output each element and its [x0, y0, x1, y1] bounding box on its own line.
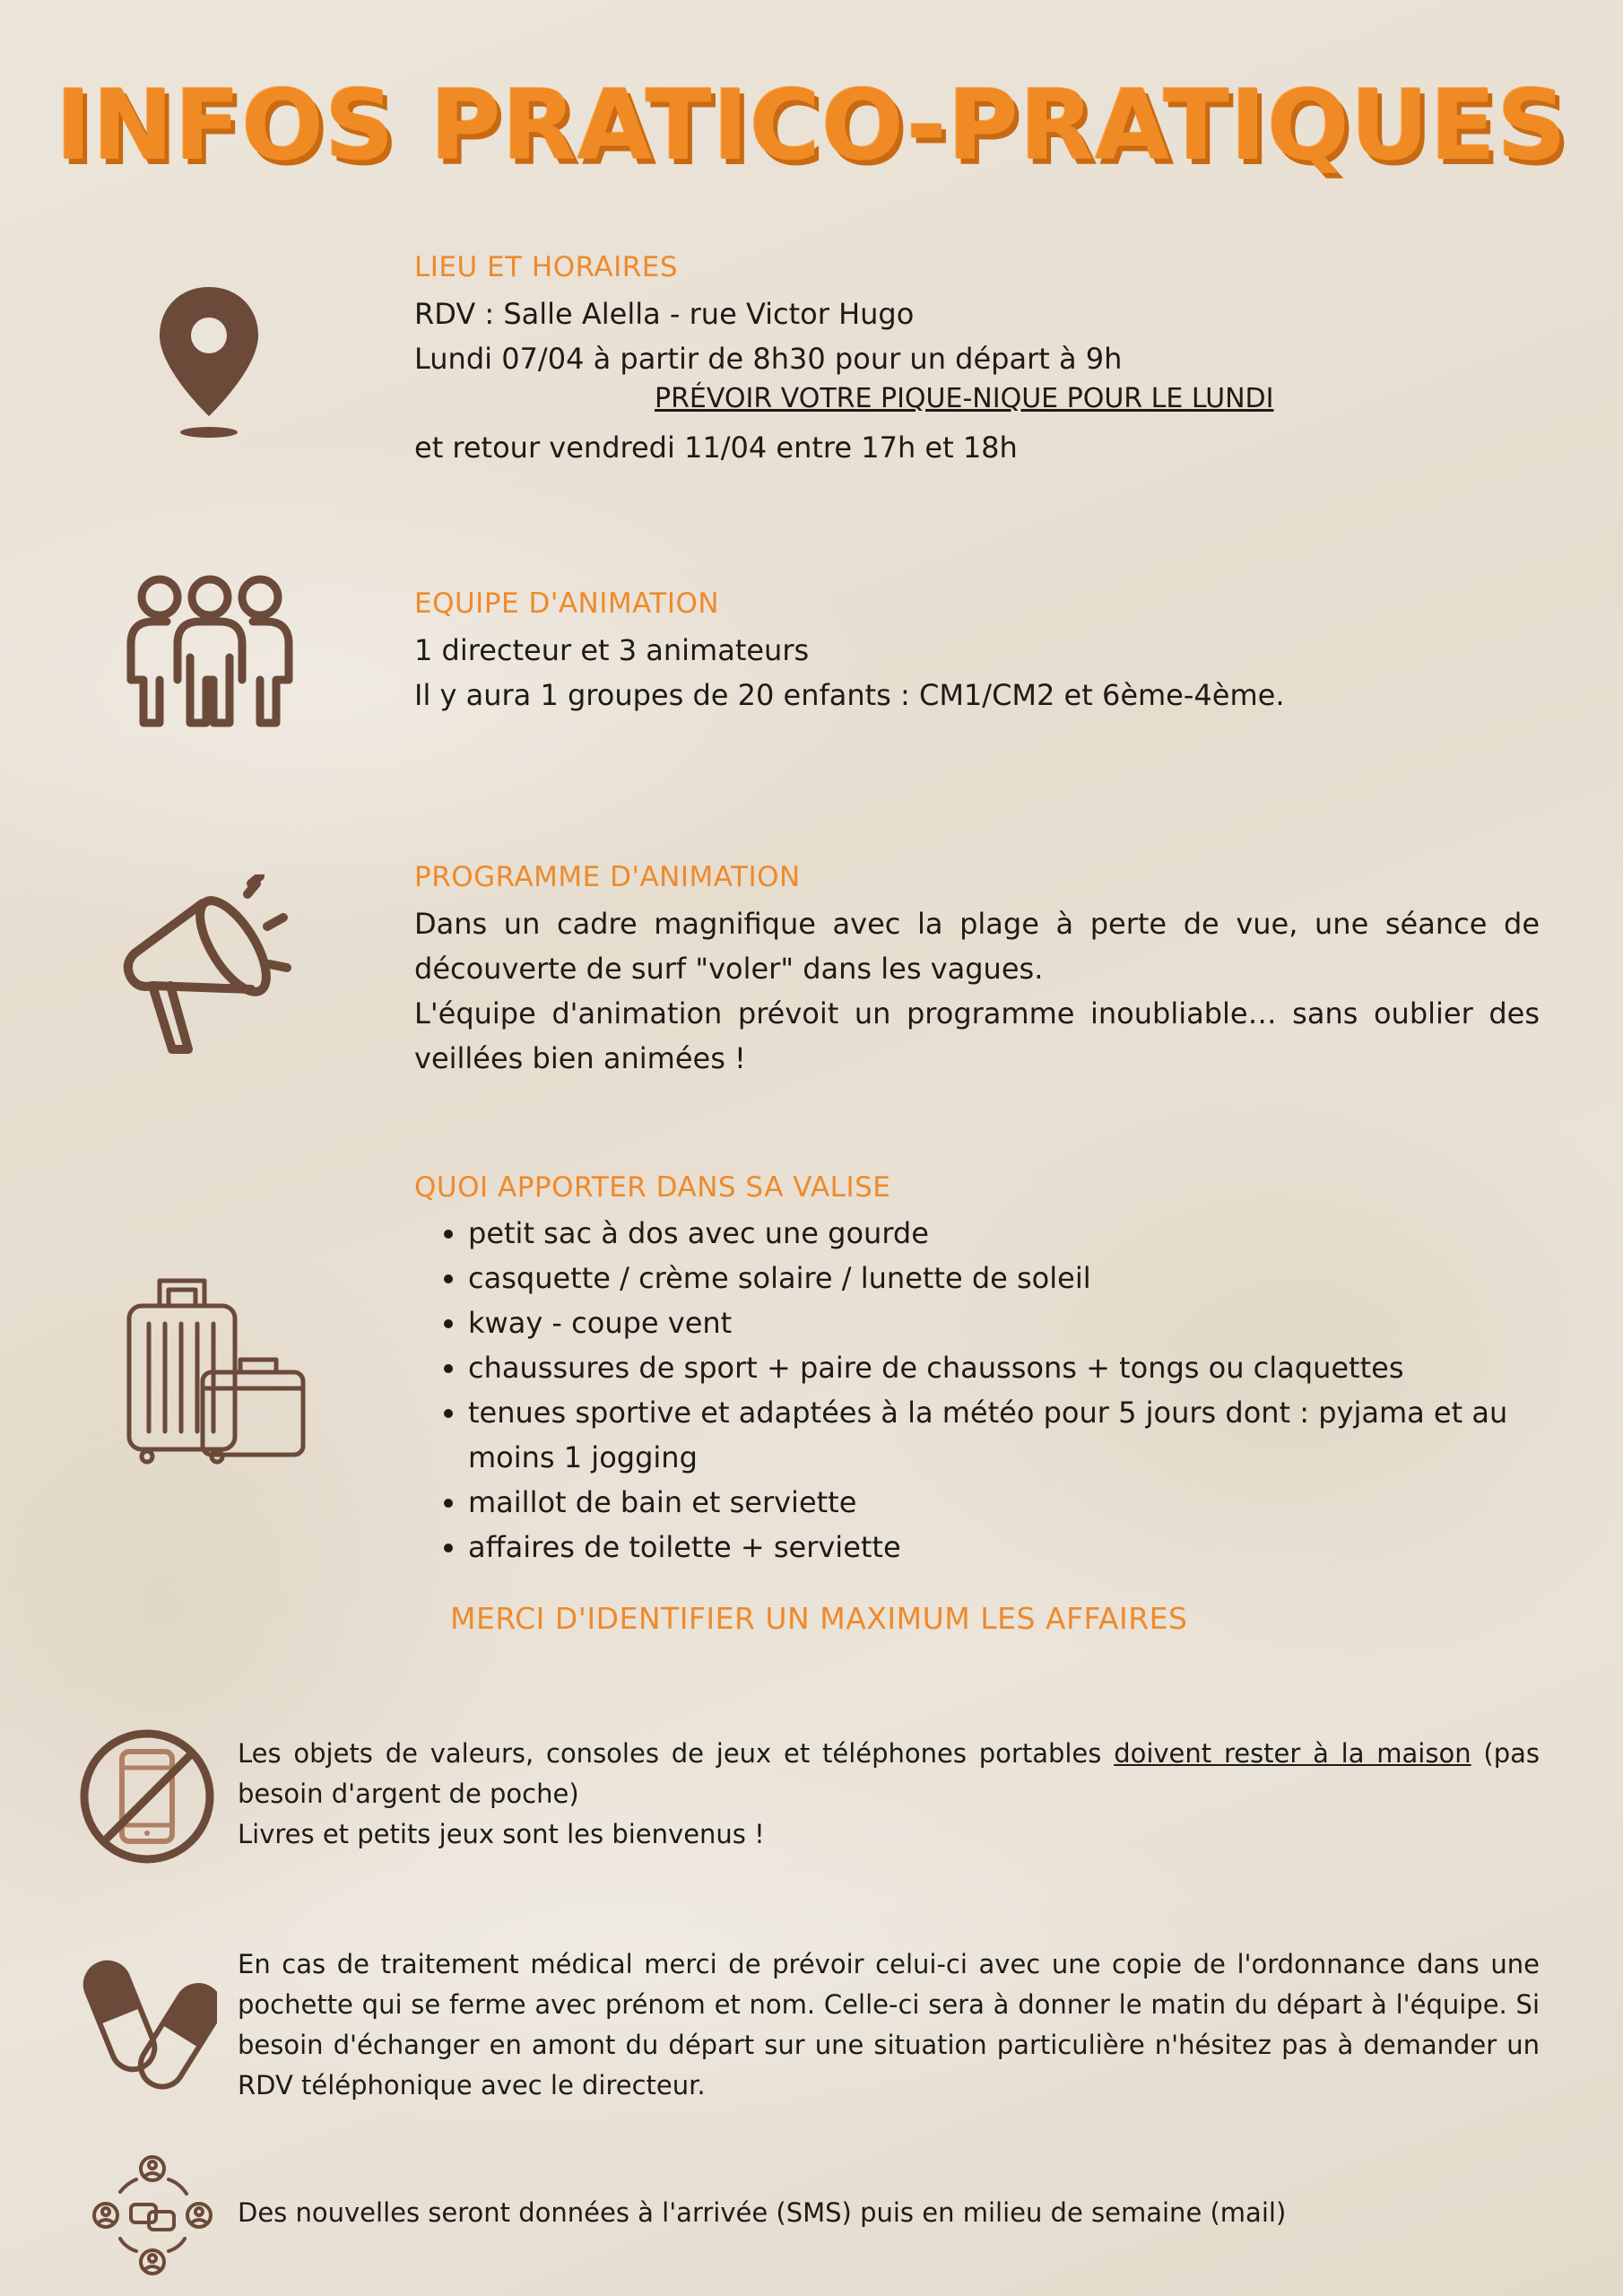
list-item: • maillot de bain et serviette	[468, 1480, 1593, 1525]
page-title: INFOS PRATICO-PRATIQUES	[55, 70, 1568, 182]
objets-text	[238, 1734, 1540, 1814]
retour-text: et retour vendredi 11/04 entre 17h et 18h	[414, 430, 1018, 465]
lieu-heading: LIEU ET HORAIRES	[414, 251, 679, 283]
programme-heading: PROGRAMME D'ANIMATION	[414, 861, 801, 893]
communication-icon	[90, 2152, 215, 2278]
lundi-text: Lundi 07/04 à partir de 8h30 pour un départ à 9h	[414, 342, 1123, 376]
valise-list	[414, 1211, 1593, 1570]
equipe-heading: EQUIPE D'ANIMATION	[414, 587, 720, 620]
list-item: • petit sac à dos avec une gourde	[468, 1211, 1593, 1256]
nouvelles-text: Des nouvelles seront données à l'arrivée (SMS) puis en milieu de semaine (mail)	[238, 2197, 1287, 2228]
luggage-icon	[124, 1274, 308, 1466]
objets-text-before: Les objets de valeurs, consoles de jeux et téléphones portables	[238, 1738, 1115, 1769]
list-item: • tenues sportive et adaptées à la météo pour 5 jours dont : pyjama et au moins 1 jogging	[468, 1390, 1593, 1480]
merci-text: MERCI D'IDENTIFIER UN MAXIMUM LES AFFAIRES	[450, 1601, 1188, 1636]
team-icon	[113, 572, 307, 729]
no-phone-icon	[77, 1726, 217, 1866]
list-item: • casquette / crème solaire / lunette de soleil	[468, 1256, 1593, 1300]
megaphone-icon	[117, 874, 309, 1063]
valise-heading: QUOI APPORTER DANS SA VALISE	[414, 1171, 891, 1204]
programme-para1: Dans un cadre magnifique avec la plage à perte de vue, une séance de découverte de surf "voler" dans les vagues.	[414, 907, 1540, 986]
list-item: • affaires de toilette + serviette	[468, 1525, 1593, 1570]
pills-icon	[82, 1953, 217, 2097]
objets-text-after: (pas besoin d'argent de poche)	[238, 1738, 1540, 1809]
programme-para2: L'équipe d'animation prévoit un programme inoubliable… sans oublier des veillées bien animées !	[414, 996, 1540, 1075]
equipe-line1: 1 directeur et 3 animateurs	[414, 633, 810, 667]
list-item: • chaussures de sport + paire de chaussons + tongs ou claquettes	[468, 1345, 1593, 1390]
piquenique-text: PRÉVOIR VOTRE PIQUE-NIQUE POUR LE LUNDI	[655, 383, 1274, 414]
location-pin-icon	[151, 280, 267, 441]
list-item: • kway - coupe vent	[468, 1300, 1593, 1345]
rdv-text: RDV : Salle Alella - rue Victor Hugo	[414, 297, 915, 331]
objets-text-underlined: doivent rester à la maison	[1114, 1738, 1471, 1769]
equipe-line2: Il y aura 1 groupes de 20 enfants : CM1/CM2 et 6ème-4ème.	[414, 678, 1285, 712]
objets-line2: Livres et petits jeux sont les bienvenus !	[238, 1819, 765, 1849]
medical-text: En cas de traitement médical merci de prévoir celui-ci avec une copie de l'ordonnance dans une pochette qui se ferme avec prénom et nom. Celle-ci sera à donner le matin du départ à l'équipe. Si besoin d'échanger en amont du départ sur une situation particulière n'hésitez pas à demander un RDV téléphonique avec le directeur.	[238, 1949, 1540, 2100]
